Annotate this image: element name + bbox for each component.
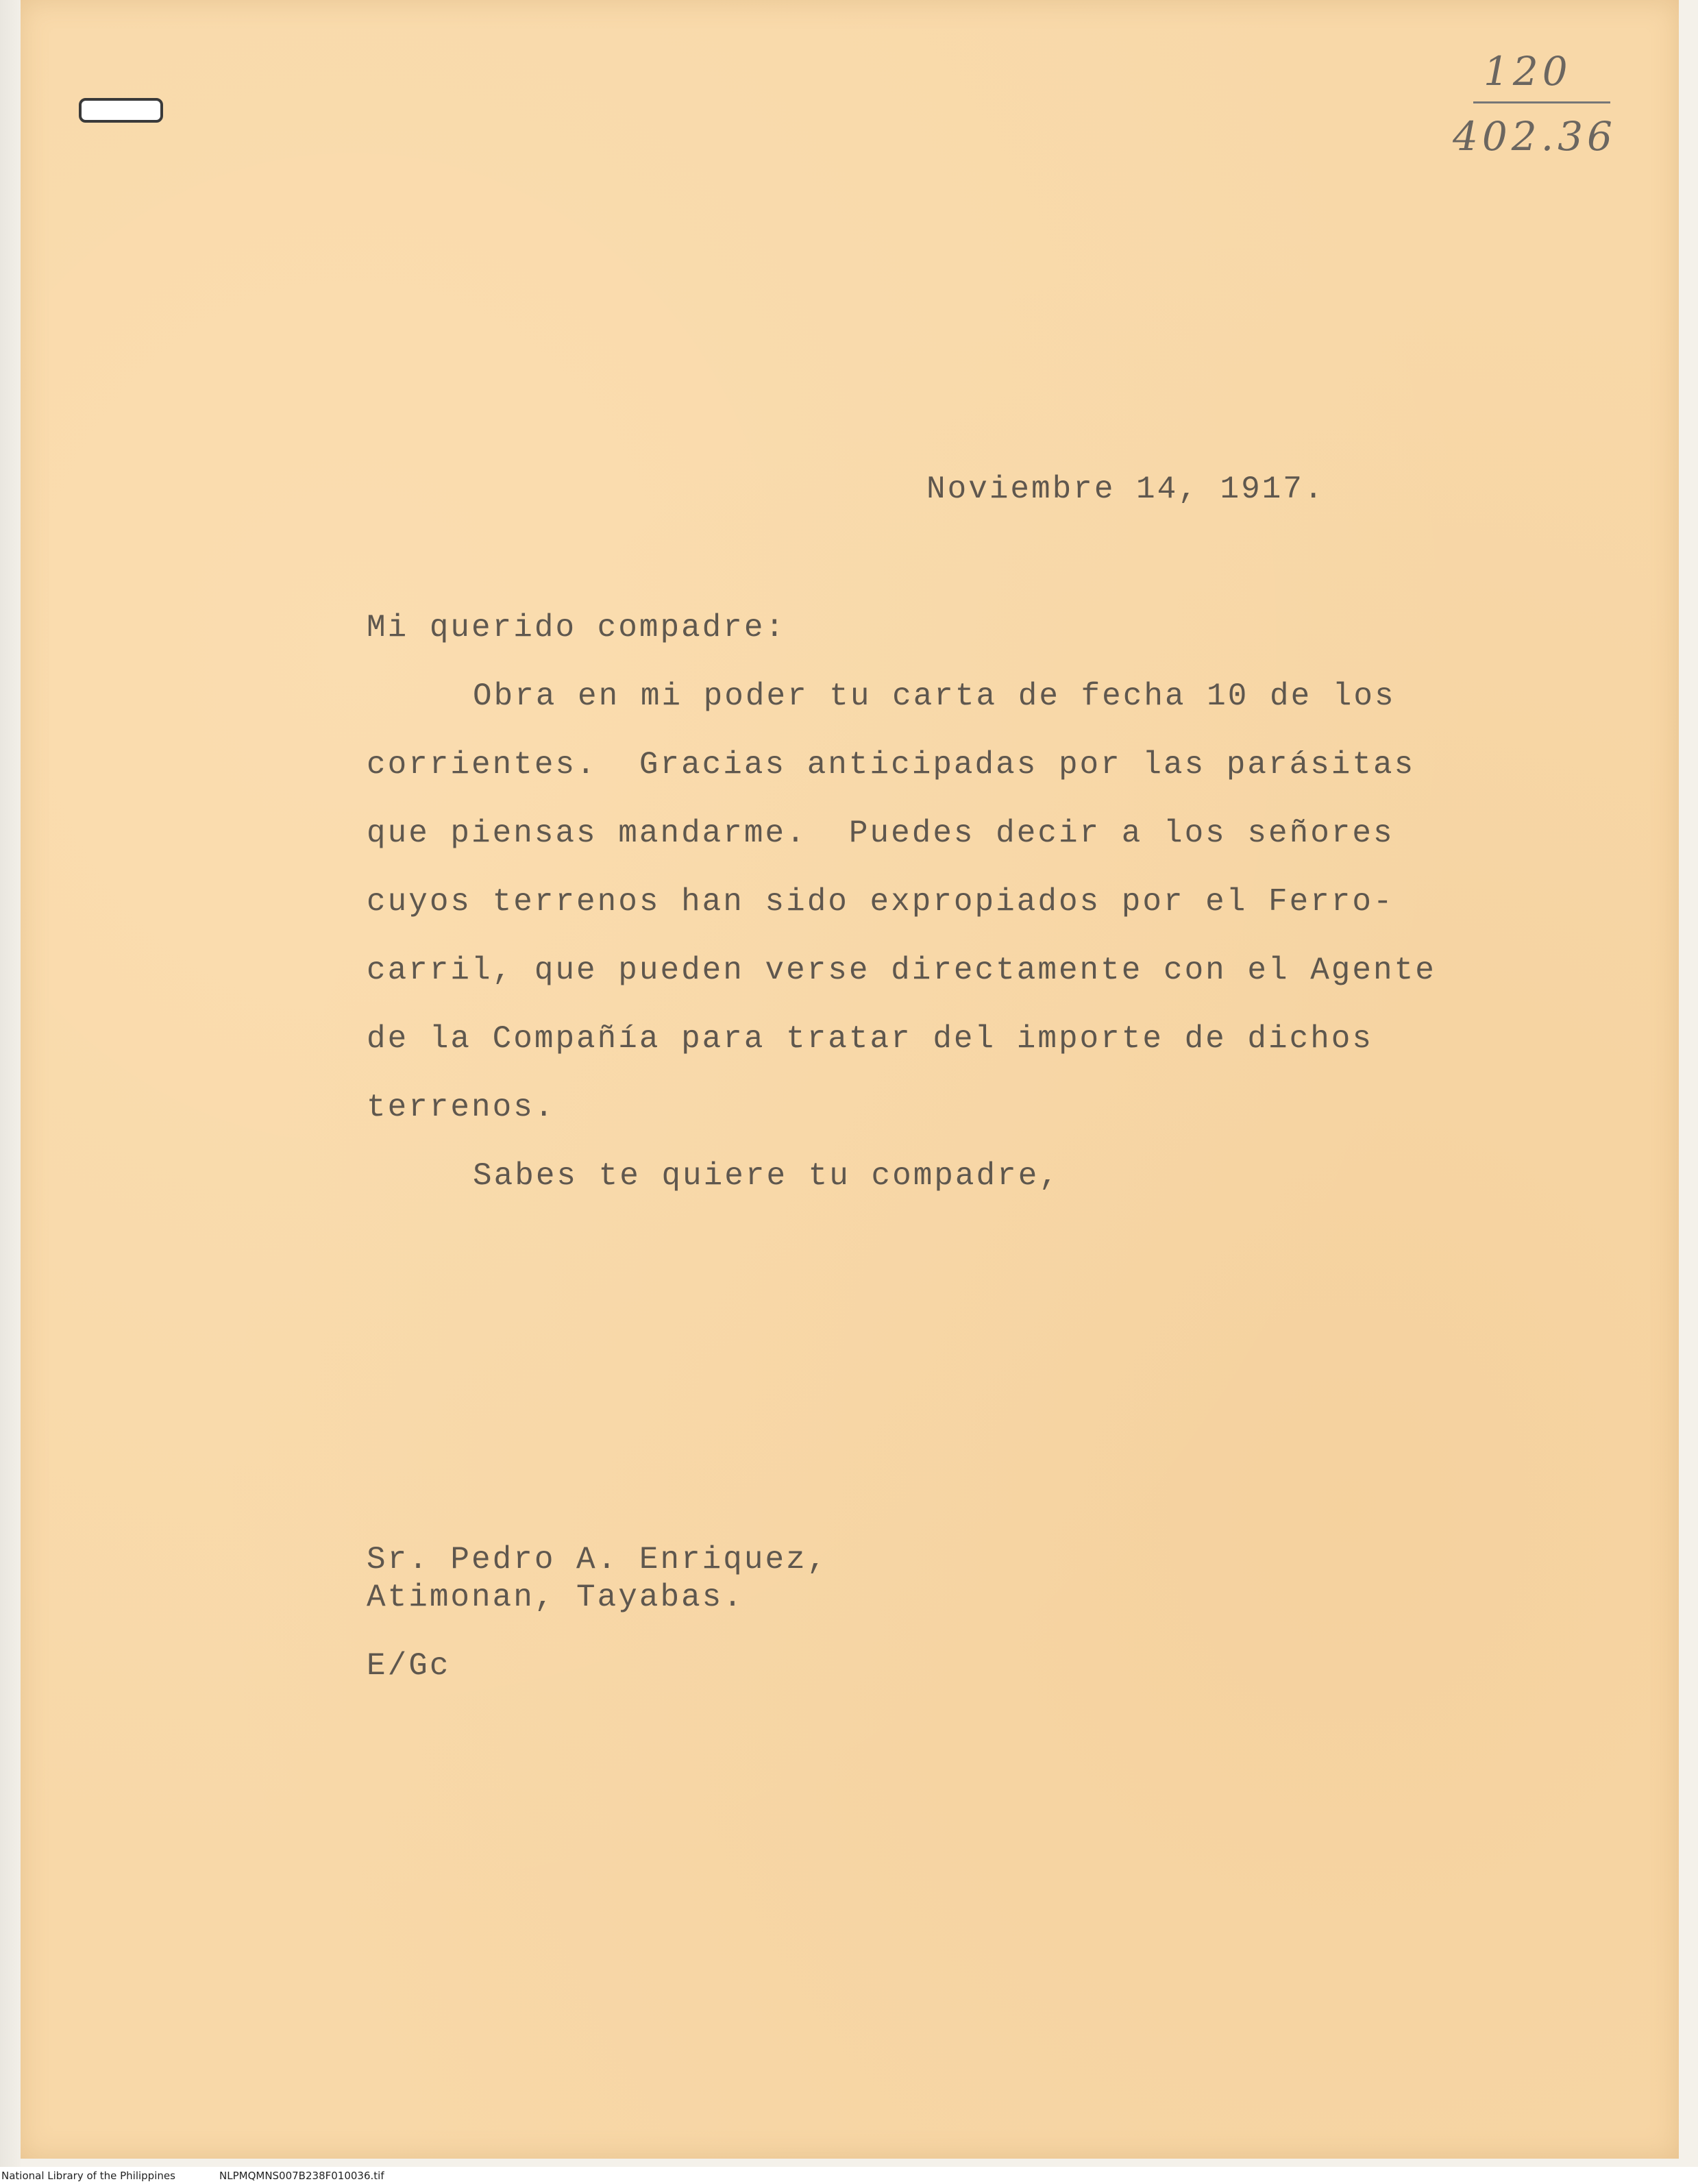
archive-number-top: 120	[1484, 48, 1572, 95]
body-line-2: corrientes. Gracias anticipadas por las parásitas	[367, 747, 1416, 783]
letter-closing: Sabes te quiere tu compadre,	[473, 1158, 1060, 1194]
footer-institution: National Library of the Philippines	[1, 2170, 175, 2182]
body-line-3: que piensas mandarme. Puedes decir a los señores	[367, 815, 1394, 851]
letter-date: Noviembre 14, 1917.	[926, 471, 1325, 507]
body-line-5: carril, que pueden verse directamente con el Agente	[367, 953, 1436, 988]
letter-paper	[21, 0, 1679, 2159]
letter-salutation: Mi querido compadre:	[367, 610, 787, 646]
footer-file-name: NLPMQMNS007B238F010036.tif	[219, 2170, 384, 2182]
body-line-4: cuyos terrenos han sido expropiados por el Ferro-	[367, 884, 1394, 920]
recipient-place: Atimonan, Tayabas.	[367, 1580, 744, 1615]
corner-mark	[79, 98, 163, 123]
scan-left-edge	[0, 0, 21, 2184]
typist-initials: E/Gc	[367, 1648, 451, 1684]
archive-number-bottom: 402.36	[1453, 113, 1616, 160]
body-line-6: de la Compañía para tratar del importe de dichos	[367, 1021, 1374, 1057]
archive-number-rule	[1473, 101, 1610, 103]
body-line-1: Obra en mi poder tu carta de fecha 10 de los	[473, 678, 1396, 714]
body-line-7: terrenos.	[367, 1090, 556, 1125]
scan-footer	[0, 2167, 1698, 2184]
recipient-name: Sr. Pedro A. Enriquez,	[367, 1542, 828, 1578]
